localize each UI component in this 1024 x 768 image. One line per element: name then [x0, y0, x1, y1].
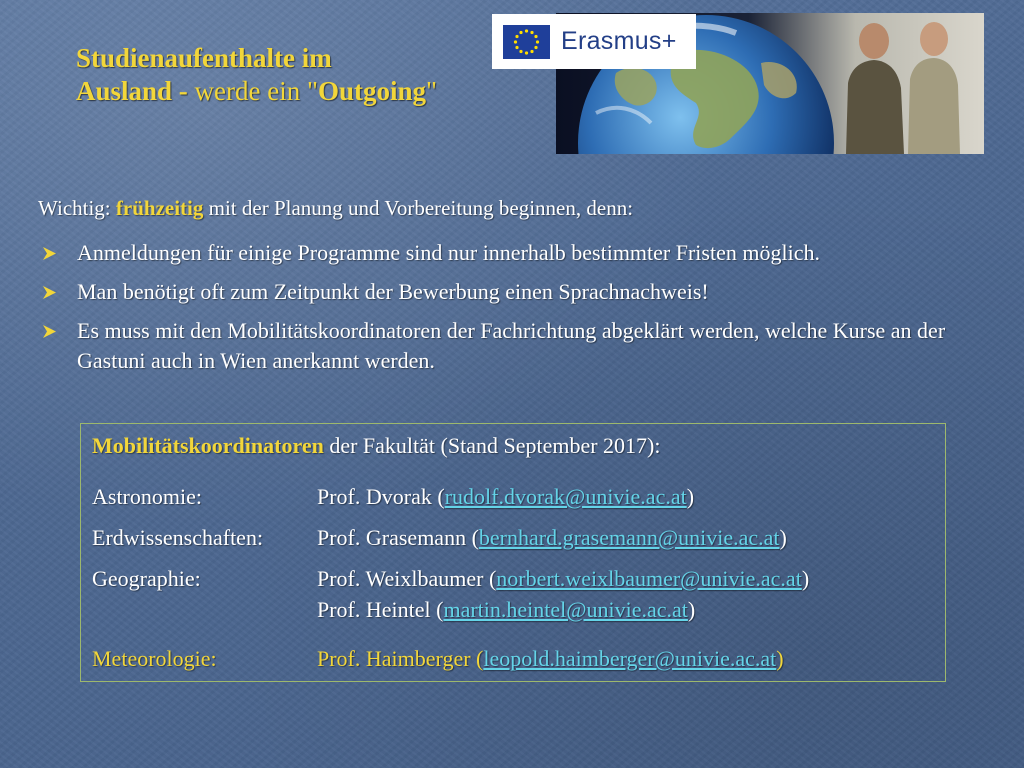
- title-line1: Studienaufenthalte im: [76, 43, 332, 73]
- bullet-item: [40, 277, 1010, 307]
- coordinators-box: [80, 423, 946, 682]
- email-link[interactable]: norbert.weixlbaumer@univie.ac.at: [496, 566, 802, 591]
- coordinator-field: Astronomie:: [92, 484, 202, 509]
- coordinator-paren: ): [779, 525, 787, 550]
- email-link[interactable]: rudolf.dvorak@univie.ac.at: [444, 484, 687, 509]
- title-line2-end: ": [426, 76, 438, 106]
- arrow-bullet-icon: [42, 246, 57, 261]
- coordinators-header: [92, 433, 660, 459]
- coordinator-name: Prof. Dvorak (: [317, 484, 445, 509]
- title-line2-normal: werde ein ": [194, 76, 319, 106]
- coordinators-header-rest: der Fakultät (Stand September 2017):: [323, 433, 661, 458]
- arrow-bullet-icon: [42, 285, 57, 300]
- email-link[interactable]: leopold.haimberger@univie.ac.at: [483, 646, 777, 671]
- slide-title: [76, 42, 437, 108]
- intro-highlight: frühzeitig: [115, 196, 204, 220]
- coordinator-contact: [317, 566, 809, 592]
- erasmus-plus-logo: [492, 14, 696, 69]
- email-link[interactable]: bernhard.grasemann@univie.ac.at: [478, 525, 780, 550]
- coordinator-contact: [317, 525, 787, 551]
- arrow-bullet-icon: [42, 324, 57, 339]
- coordinator-field: Meteorologie:: [92, 646, 217, 671]
- coordinator-row-geographie: [92, 566, 810, 592]
- intro-prefix: Wichtig:: [38, 196, 116, 220]
- bullet-item: [40, 316, 1010, 376]
- erasmus-logo-text: Erasmus+: [561, 27, 677, 55]
- coordinator-name: Prof. Heintel (: [317, 597, 444, 622]
- coordinator-name: Prof. Weixlbaumer (: [317, 566, 497, 591]
- title-line2-bold: Ausland -: [76, 76, 195, 106]
- coordinator-contact: [317, 646, 784, 672]
- coordinator-name: Prof. Grasemann (: [317, 525, 479, 550]
- title-line2-outgoing: Outgoing: [318, 76, 427, 106]
- intro-suffix: mit der Planung und Vorbereitung beginnen, denn:: [203, 196, 634, 220]
- coordinators-header-highlight: Mobilitätskoordinatoren: [92, 433, 324, 458]
- coordinator-paren: ): [776, 646, 784, 671]
- coordinator-contact: [317, 597, 695, 623]
- coordinator-name: Prof. Haimberger (: [317, 646, 484, 671]
- eu-flag-icon: [503, 25, 550, 59]
- email-link[interactable]: martin.heintel@univie.ac.at: [443, 597, 688, 622]
- coordinator-paren: ): [801, 566, 810, 591]
- bullet-item: [40, 238, 1010, 268]
- bullet-text: Man benötigt oft zum Zeitpunkt der Bewerbung einen Sprachnachweis!: [77, 279, 709, 304]
- coordinator-row-meteorologie: [92, 646, 784, 672]
- bullet-list: [40, 238, 1010, 385]
- coordinator-row-astronomie: [92, 484, 695, 510]
- bullet-text: Es muss mit den Mobilitätskoordinatoren der Fachrichtung abgeklärt werden, welche Kurse an der Gastuni auch in Wien anerkannt werden.: [77, 318, 946, 373]
- coordinator-contact: [317, 484, 694, 510]
- coordinator-paren: ): [687, 597, 696, 622]
- coordinator-field: Geographie:: [92, 566, 201, 591]
- bullet-text: Anmeldungen für einige Programme sind nur innerhalb bestimmter Fristen möglich.: [77, 240, 820, 265]
- coordinator-paren: ): [686, 484, 695, 509]
- intro-text: [38, 196, 633, 221]
- coordinator-row-erdwissenschaften: [92, 525, 787, 551]
- coordinator-field: Erdwissenschaften:: [92, 525, 264, 550]
